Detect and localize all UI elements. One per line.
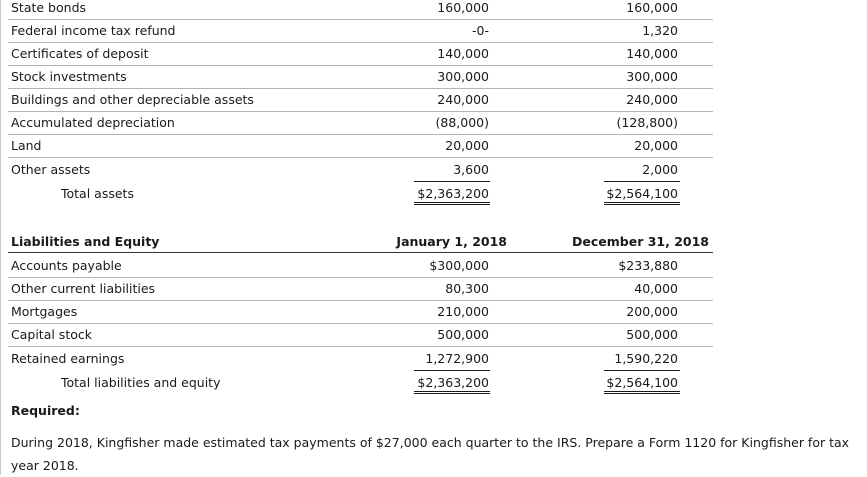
row-label: Retained earnings: [11, 351, 125, 366]
dec-subtotal-rule: [604, 370, 680, 371]
row-divider: [8, 88, 713, 89]
jan-value: 500,000: [437, 327, 489, 342]
row-label: Capital stock: [11, 327, 92, 342]
jan-value: 1,272,900: [425, 351, 489, 366]
liabilities-header-row: [0, 234, 867, 257]
dec-total-double-rule: [604, 202, 680, 205]
jan-subtotal-rule: [414, 370, 490, 371]
row-label: Land: [11, 138, 42, 153]
row-divider: [8, 42, 713, 43]
jan-value: 20,000: [445, 138, 489, 153]
dec-value: 2,000: [642, 162, 678, 177]
jan-total-double-rule: [414, 391, 490, 394]
dec-value: 20,000: [634, 138, 678, 153]
row-label: Federal income tax refund: [11, 23, 176, 38]
total-assets-jan: $2,363,200: [417, 186, 489, 201]
dec-value: 300,000: [626, 69, 678, 84]
dec-value: (128,800): [616, 115, 678, 130]
row-label: Certificates of deposit: [11, 46, 149, 61]
dec-value: 40,000: [634, 281, 678, 296]
jan-value: (88,000): [435, 115, 489, 130]
total-assets-row: [0, 186, 867, 209]
row-label: State bonds: [11, 0, 87, 15]
dec-value: 240,000: [626, 92, 678, 107]
jan-column-header: January 1, 2018: [396, 234, 507, 249]
dec-value: 1,590,220: [614, 351, 678, 366]
row-divider: [8, 65, 713, 66]
jan-value: 3,600: [453, 162, 489, 177]
jan-value: 160,000: [437, 0, 489, 15]
header-underline: [8, 252, 713, 253]
dec-column-header: December 31, 2018: [572, 234, 709, 249]
total-liabilities-row: [0, 375, 867, 398]
dec-value: 160,000: [626, 0, 678, 15]
row-label: Mortgages: [11, 304, 78, 319]
required-heading: Required:: [11, 403, 80, 418]
jan-total-double-rule: [414, 202, 490, 205]
row-label: Accumulated depreciation: [11, 115, 175, 130]
row-divider: [8, 300, 713, 301]
row-label: Stock investments: [11, 69, 127, 84]
row-label: Buildings and other depreciable assets: [11, 92, 254, 107]
dec-subtotal-rule: [604, 181, 680, 182]
dec-value: 200,000: [626, 304, 678, 319]
jan-value: 210,000: [437, 304, 489, 319]
total-assets-dec: $2,564,100: [606, 186, 678, 201]
row-label: Other assets: [11, 162, 91, 177]
jan-subtotal-rule: [414, 181, 490, 182]
row-label: Accounts payable: [11, 258, 122, 273]
jan-value: $300,000: [429, 258, 489, 273]
row-label: Other current liabilities: [11, 281, 156, 296]
liabilities-header-label: Liabilities and Equity: [11, 234, 160, 249]
required-description: During 2018, Kingfisher made estimated tax payments of $27,000 each quarter to the IRS. Prepare a Form 1120 for Kingfisher for tax year 2018.: [11, 435, 850, 473]
total-assets-label: Total assets: [61, 186, 134, 201]
row-divider: [8, 111, 713, 112]
row-divider: [8, 157, 713, 158]
jan-value: -0-: [472, 23, 489, 38]
jan-value: 240,000: [437, 92, 489, 107]
jan-value: 140,000: [437, 46, 489, 61]
jan-value: 80,300: [445, 281, 489, 296]
row-divider: [8, 134, 713, 135]
jan-value: 300,000: [437, 69, 489, 84]
dec-value: 140,000: [626, 46, 678, 61]
dec-value: $233,880: [618, 258, 678, 273]
row-divider: [8, 277, 713, 278]
dec-total-double-rule: [604, 391, 680, 394]
total-liabilities-label: Total liabilities and equity: [61, 375, 221, 390]
row-divider: [8, 346, 713, 347]
row-divider: [8, 19, 713, 20]
dec-value: 1,320: [642, 23, 678, 38]
total-liabilities-dec: $2,564,100: [606, 375, 678, 390]
dec-value: 500,000: [626, 327, 678, 342]
total-liabilities-jan: $2,363,200: [417, 375, 489, 390]
row-divider: [8, 323, 713, 324]
